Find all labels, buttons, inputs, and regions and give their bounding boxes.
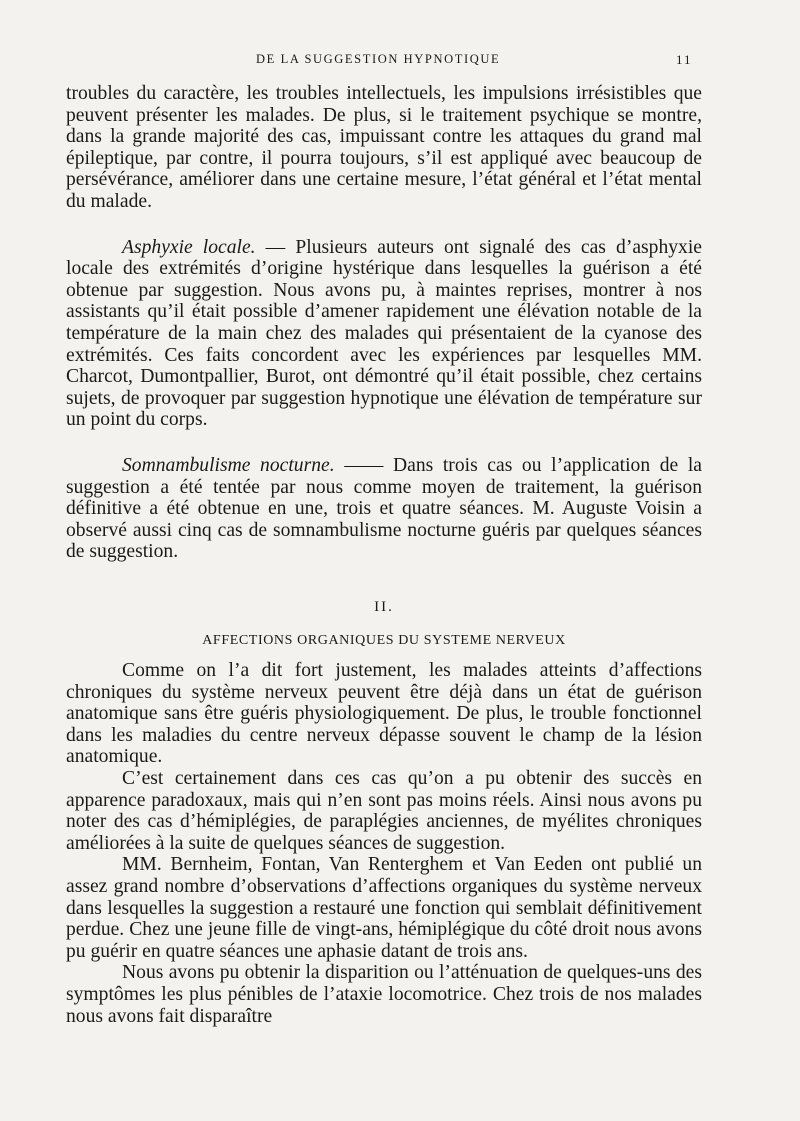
- running-title: DE LA SUGGESTION HYPNOTIQUE: [256, 52, 501, 66]
- section-number: II.: [374, 598, 394, 615]
- paragraph-chroniques: Comme on l’a dit fort justement, les malades atteints d’affections chroniques du système nerveux peuvent être déjà dans un état de guérison anatomique sans être guéris physiologiquement. De plus, le trouble fonctionnel dans les maladies du centre nerveux dépasse souvent le champ de la lésion anatomique.: [66, 660, 702, 768]
- paragraph-heading-somnambulisme: Somnambulisme nocturne.: [122, 454, 335, 476]
- paragraph-somnambulisme: [66, 455, 702, 563]
- paragraph-ataxie: Nous avons pu obtenir la disparition ou l’atténuation de quelques-uns des symptômes les plus pénibles de l’ataxie locomotrice. Chez trois de nos malades nous avons fait disparaître: [66, 962, 702, 1027]
- paragraph-observations: MM. Bernheim, Fontan, Van Renterghem et Van Eeden ont publié un assez grand nombre d’observations d’affections organiques du système nerveux dans lesquelles la suggestion a restauré une fonction qui semblait définitivement perdue. Chez une jeune fille de vingt-ans, hémiplégique du côté droit nous avons pu guérir en quatre séances une aphasie datant de trois ans.: [66, 854, 702, 962]
- paragraph-heading-asphyxie: Asphyxie locale.: [122, 236, 256, 258]
- section-title: AFFECTIONS ORGANIQUES DU SYSTEME NERVEUX: [202, 633, 566, 649]
- paragraph-epilepsy: troubles du caractère, les troubles intellectuels, les impulsions irrésistibles que peuvent présenter les malades. De plus, si le traitement psychique se montre, dans la grande majorité des cas, impuissant contre les attaques du grand mal épileptique, par contre, il pourra toujours, s’il est appliqué avec beaucoup de persévérance, améliorer dans une certaine mesure, l’état général et l’état mental du malade.: [66, 83, 702, 212]
- page-number: 11: [676, 52, 693, 67]
- paragraph-body-somnambulisme: —— Dans trois cas ou l’application de la suggestion a été tentée par nous comme moyen de traitement, la guérison définitive a été obtenue en une, trois et quatre séances. M. Auguste Voisin a observé aussi cinq cas de somnambulisme nocturne guéris par quelques séances de suggestion.: [66, 454, 702, 563]
- running-head: [0, 52, 800, 72]
- paragraph-asphyxie: [66, 237, 702, 431]
- paragraph-succes: C’est certainement dans ces cas qu’on a pu obtenir des succès en apparence paradoxaux, mais qui n’en sont pas moins réels. Ainsi nous avons pu noter des cas d’hémiplégies, de paraplégies anciennes, de myélites chroniques améliorées à la suite de quelques séances de suggestion.: [66, 768, 702, 854]
- paragraph-body-asphyxie: — Plusieurs auteurs ont signalé des cas d’asphyxie locale des extrémités d’origine hystérique dans lesquelles la guérison a été obtenue par suggestion. Nous avons pu, à maintes reprises, montrer à nos assistants qu’il était possible d’amener rapidement une élévation notable de la température de la main chez des malades qui présentaient de la cyanose des extrémités. Ces faits concordent avec les expériences par lesquelles MM. Charcot, Dumontpallier, Burot, ont démontré qu’il était possible, chez certains sujets, de provoquer par suggestion hypnotique une élévation de température sur un point du corps.: [66, 236, 702, 431]
- body-text: [66, 83, 702, 1027]
